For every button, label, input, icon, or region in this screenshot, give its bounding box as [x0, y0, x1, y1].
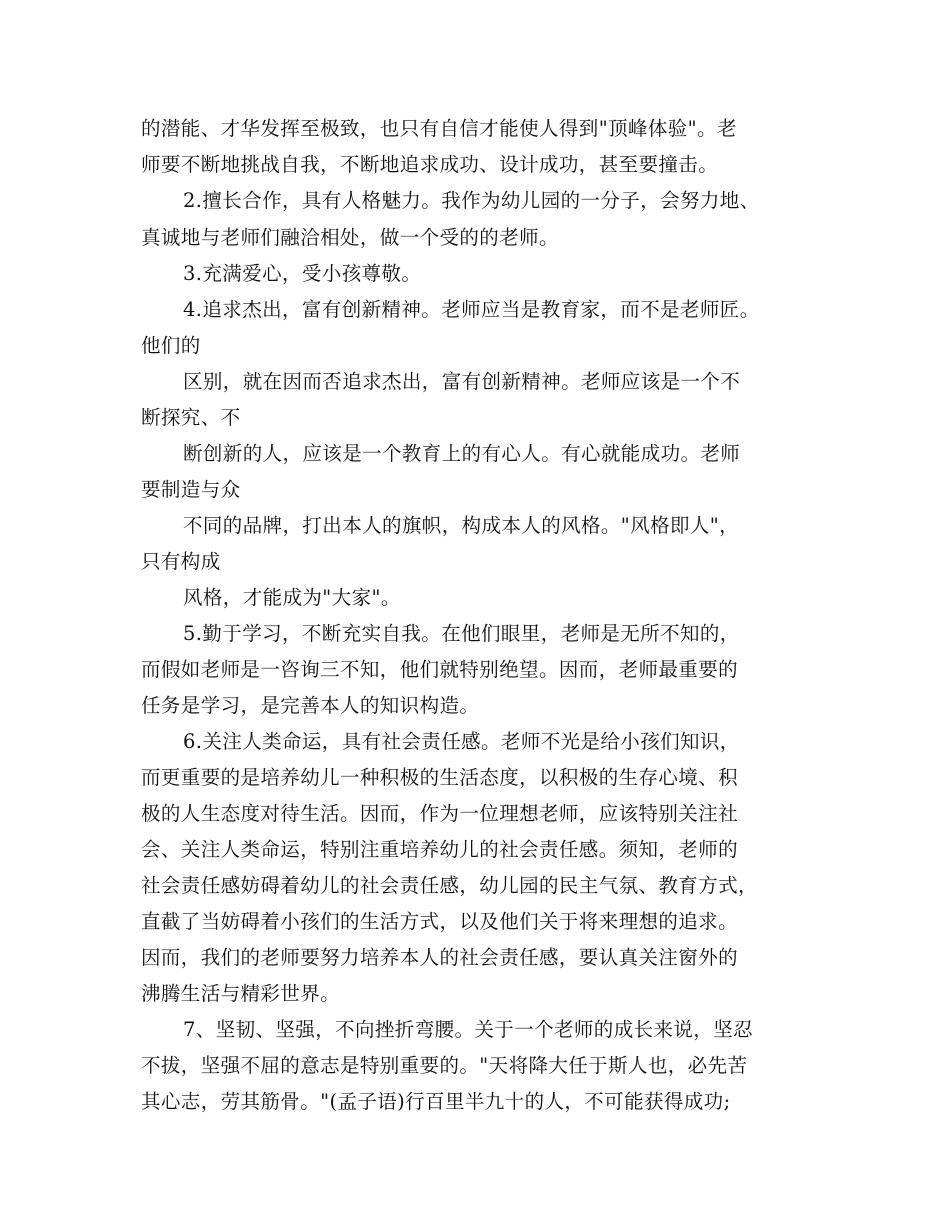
text-line: 极的人生态度对待生活。因而，作为一位理想老师，应该特别关注社 [141, 802, 739, 825]
text-line: 的潜能、才华发挥至极致，也只有自信才能使人得到"顶峰体验"。老 [141, 117, 737, 140]
text-line: 任务是学习，是完善本人的知识构造。 [141, 694, 480, 717]
text-line: 沸腾生活与精彩世界。 [141, 982, 341, 1005]
text-line: 而更重要的是培养幼儿一种积极的生活态度，以积极的生存心境、积 [141, 766, 739, 789]
text-line: 5.勤于学习，不断充实自我。在他们眼里，老师是无所不知的， [183, 622, 740, 645]
text-line: 师要不断地挑战自我，不断地追求成功、设计成功，甚至要撞击。 [141, 153, 719, 176]
text-line: 2.擅长合作，具有人格魅力。我作为幼儿园的一分子，会努力地、 [183, 189, 760, 212]
text-line: 真诚地与老师们融洽相处，做一个受的的老师。 [141, 226, 559, 249]
text-line: 其心志，劳其筋骨。"(孟子语)行百里半九十的人，不可能获得成功; [141, 1090, 731, 1113]
text-line: 社会责任感妨碍着幼儿的社会责任感，幼儿园的民主气氛、教育方式， [141, 874, 758, 897]
text-line: 4.追求杰出，富有创新精神。老师应当是教育家，而不是老师匠。 [183, 298, 760, 321]
text-line: 风格，才能成为"大家"。 [183, 586, 401, 609]
text-line: 6.关注人类命运，具有社会责任感。老师不光是给小孩们知识， [183, 730, 740, 753]
text-line: 因而，我们的老师要努力培养本人的社会责任感，要认真关注窗外的 [141, 946, 739, 969]
text-line: 断探究、不 [141, 406, 241, 429]
text-line: 3.充满爱心，受小孩尊敬。 [183, 262, 422, 285]
text-line: 而假如老师是一咨询三不知，他们就特别绝望。因而，老师最重要的 [141, 658, 739, 681]
text-line: 要制造与众 [141, 478, 241, 501]
text-line: 只有构成 [141, 550, 221, 573]
text-line: 7、坚韧、坚强，不向挫折弯腰。关于一个老师的成长来说，坚忍 [183, 1018, 754, 1041]
text-line: 不同的品牌，打出本人的旗帜，构成本人的风格。"风格即人"， [183, 514, 740, 537]
text-line: 断创新的人，应该是一个教育上的有心人。有心就能成功。老师 [183, 442, 741, 465]
text-line: 他们的 [141, 334, 201, 357]
text-line: 直截了当妨碍着小孩们的生活方式，以及他们关于将来理想的追求。 [141, 910, 739, 933]
text-line: 会、关注人类命运，特别注重培养幼儿的社会责任感。须知，老师的 [141, 838, 739, 861]
text-line: 区别，就在因而否追求杰出，富有创新精神。老师应该是一个不 [183, 370, 741, 393]
text-line: 不拔，坚强不屈的意志是特别重要的。"天将降大任于斯人也，必先苦 [141, 1054, 748, 1077]
